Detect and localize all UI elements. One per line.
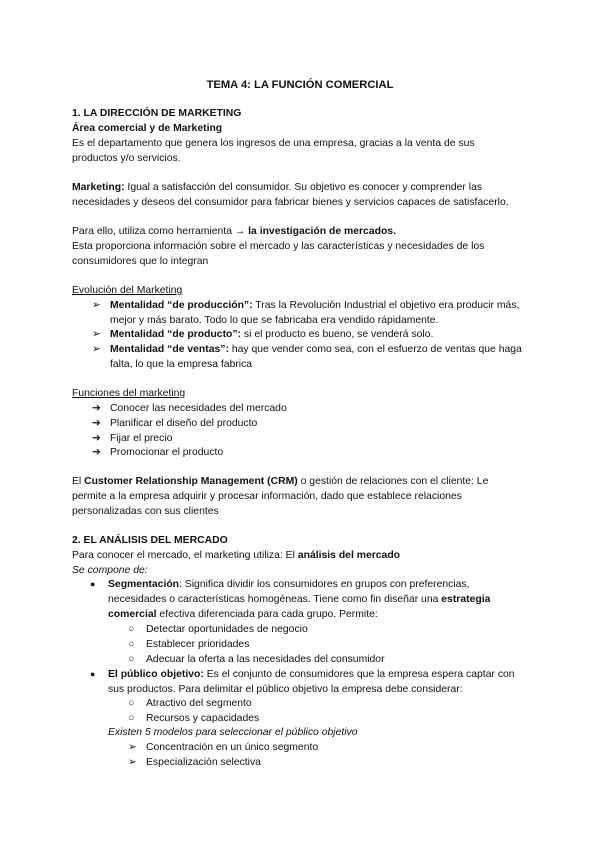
circle-bullet-icon: ○ [128,698,135,709]
list-item [92,401,522,416]
item-text: Atractivo del segmento [146,698,252,709]
crm-pre: El [72,476,85,487]
list-item [128,652,522,667]
arrow-icon: ➔ [92,433,101,444]
intro-text: Para conocer el mercado, el marketing utiliza: El [72,550,298,561]
area-paragraph: Es el departamento que genera los ingresos de una empresa, gracias a la venta de sus productos y/o servicios. [72,138,475,164]
item-text: Planificar el diseño del producto [110,418,258,429]
item-label: Mentalidad “de producto”: [110,329,242,340]
circle-bullet-icon: ○ [128,654,135,665]
section-1-heading: 1. LA DIRECCIÓN DE MARKETING [72,108,242,119]
compose-label: Se compone de: [72,565,148,576]
arrowhead-icon: ➢ [128,742,137,753]
item-text: Es el conjunto de consumidores que la empresa espera captar con sus productos. Para delimitar el público objetivo la empresa debe considerar: [108,669,515,695]
item-text: Tras la Revolución Industrial el objetivo era producir más, mejor y más barato. Todo lo que se fabricaba era vendido rápidamente. [110,300,520,326]
list-item [128,740,522,755]
market-intro [72,548,522,563]
tool-bold: la investigación de mercados. [248,226,396,237]
item-text: Establecer prioridades [146,639,250,650]
arrowhead-icon: ➢ [92,329,101,340]
tool-text: Para ello, utiliza como herramienta → [72,226,249,237]
item-text: efectiva diferenciada para cada grupo. Permite: [156,609,378,620]
list-item [90,577,522,622]
area-subheading: Área comercial y de Marketing [72,123,223,134]
arrowhead-icon: ➢ [92,300,101,311]
item-label: Mentalidad “de producción”: [110,300,253,311]
item-text: Recursos y capacidades [146,713,260,724]
marketing-label: Marketing: [72,182,125,193]
list-item [92,445,522,460]
list-item [92,416,522,431]
bullet-icon: ● [90,669,96,679]
list-item [128,755,522,770]
list-item [92,431,522,446]
list-item [128,711,522,726]
list-item [128,622,522,637]
arrowhead-icon: ➢ [128,757,137,768]
arrow-icon: ➔ [92,447,101,458]
arrowhead-icon: ➢ [92,344,101,355]
document-title: TEMA 4: LA FUNCIÓN COMERCIAL [206,79,394,91]
marketing-text: Igual a satisfacción del consumidor. Su objetivo es conocer y comprender las necesidades y deseos del consumidor para fabricar bienes y servicios capaces de satisfacerlo. [72,182,509,208]
item-text: Especialización selectiva [146,757,261,768]
item-bold: estrategia comercial [108,594,491,620]
circle-bullet-icon: ○ [128,639,135,650]
circle-bullet-icon: ○ [128,624,135,635]
item-label: El público objetivo: [108,669,204,680]
tool-paragraph [72,224,522,239]
item-text: Concentración en un único segmento [146,742,319,753]
item-text: Adecuar la oferta a las necesidades del consumidor [146,654,385,665]
circle-bullet-icon: ○ [128,713,135,724]
list-item [128,696,522,711]
list-item [90,667,522,697]
intro-bold: análisis del mercado [297,550,401,561]
marketing-paragraph [72,180,522,210]
item-text: hay que vender como sea, con el esfuerzo de ventas que haga falta, lo que la empresa fabrica [110,344,522,370]
list-item [92,327,522,342]
evolution-heading: Evolución del Marketing [72,285,183,296]
item-label: Mentalidad “de ventas”: [110,344,229,355]
list-item [92,342,522,372]
item-text: Conocer las necesidades del mercado [110,403,287,414]
crm-text: o gestión de relaciones con el cliente: Le permite a la empresa adquirir y procesar información, dado que establece relaciones personalizadas con sus clientes [72,476,489,517]
arrow-icon: ➔ [92,403,101,414]
crm-paragraph [72,474,522,519]
item-text: si el producto es bueno, se venderá solo. [241,329,434,340]
arrow-icon: ➔ [92,418,101,429]
item-text: Fijar el precio [110,433,173,444]
item-text: Promocionar el producto [110,447,224,458]
item-label: Segmentación [108,579,180,590]
item-text: : Significa dividir los consumidores en grupos con preferencias, necesidades o características homogéneas. Tiene como fin diseñar una [108,579,470,605]
crm-bold: Customer Relationship Management (CRM) [84,476,298,487]
section-2-heading: 2. EL ANÁLISIS DEL MERCADO [72,535,228,546]
models-label: Existen 5 modelos para seleccionar el público objetivo [108,727,358,738]
info-paragraph: Esta proporciona información sobre el mercado y las características y necesidades de los consumidores que lo integran [72,241,485,267]
bullet-icon: ● [90,579,96,589]
functions-heading: Funciones del marketing [72,388,186,399]
item-text: Detectar oportunidades de negocio [146,624,308,635]
list-item [128,637,522,652]
list-item [92,298,522,328]
